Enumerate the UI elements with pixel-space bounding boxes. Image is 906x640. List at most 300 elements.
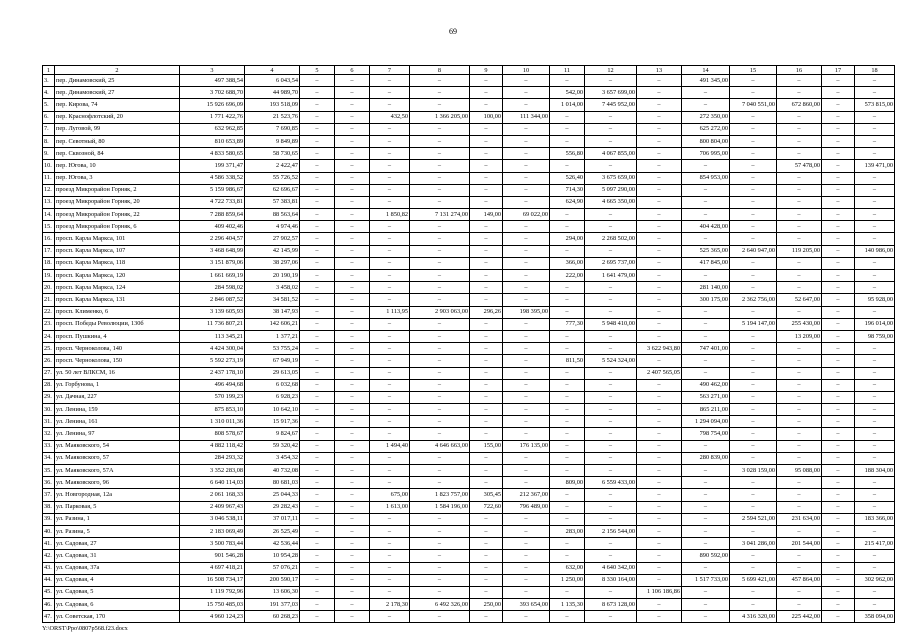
address-cell: пер. Югова, 10 (55, 160, 180, 172)
value-cell: 811,50 (550, 355, 585, 367)
value-cell: 1 113,95 (370, 306, 410, 318)
value-cell: – (410, 538, 470, 550)
value-cell: – (503, 184, 550, 196)
table-row (43, 440, 895, 452)
value-cell: – (335, 123, 370, 135)
column-number: 11 (550, 66, 585, 75)
value-cell: – (550, 611, 585, 623)
value-cell: – (550, 465, 585, 477)
value-cell: – (335, 428, 370, 440)
value-cell: – (682, 489, 730, 501)
value-cell: – (550, 135, 585, 147)
row-number-cell: 9. (43, 148, 55, 160)
value-cell: – (470, 294, 503, 306)
value-cell: – (370, 611, 410, 623)
value-cell: – (637, 428, 682, 440)
value-cell: – (470, 221, 503, 233)
value-cell: – (470, 391, 503, 403)
value-cell: – (503, 160, 550, 172)
value-cell: – (682, 184, 730, 196)
value-cell: – (503, 282, 550, 294)
value-cell: – (470, 586, 503, 598)
row-number-cell: 33. (43, 440, 55, 452)
value-cell: – (822, 282, 855, 294)
value-cell: 280 839,00 (682, 452, 730, 464)
address-cell: проезд Микрорайон Горняк, 22 (55, 209, 180, 221)
value-cell: – (410, 123, 470, 135)
value-cell: 5 524 324,00 (585, 355, 637, 367)
value-cell: – (637, 270, 682, 282)
value-cell: 183 366,00 (855, 513, 895, 525)
value-cell: 281 140,00 (682, 282, 730, 294)
value-cell: – (300, 270, 335, 282)
value-cell: – (730, 428, 777, 440)
value-cell: – (410, 294, 470, 306)
address-cell: просп. Черноколова, 150 (55, 355, 180, 367)
value-cell: – (822, 525, 855, 537)
value-cell: – (730, 87, 777, 99)
value-cell: – (470, 611, 503, 623)
value-cell: – (822, 330, 855, 342)
value-cell: 7 690,85 (245, 123, 300, 135)
value-cell: – (777, 416, 822, 428)
value-cell: – (822, 233, 855, 245)
value-cell: – (730, 257, 777, 269)
value-cell: 7 288 859,64 (180, 209, 245, 221)
value-cell: – (777, 586, 822, 598)
value-cell: – (777, 221, 822, 233)
value-cell: – (410, 379, 470, 391)
value-cell: – (503, 123, 550, 135)
value-cell: – (682, 330, 730, 342)
value-cell: 53 755,24 (245, 343, 300, 355)
value-cell: – (855, 501, 895, 513)
value-cell: – (335, 611, 370, 623)
value-cell: – (730, 440, 777, 452)
value-cell: – (777, 184, 822, 196)
value-cell: 3 454,32 (245, 452, 300, 464)
value-cell: – (822, 465, 855, 477)
table-row (43, 257, 895, 269)
value-cell: – (682, 99, 730, 111)
value-cell: – (777, 111, 822, 123)
value-cell: – (470, 245, 503, 257)
value-cell: – (777, 452, 822, 464)
value-cell: – (682, 501, 730, 513)
value-cell: – (370, 379, 410, 391)
value-cell: – (822, 270, 855, 282)
value-cell: – (470, 135, 503, 147)
value-cell: – (300, 196, 335, 208)
value-cell: 1 106 186,86 (637, 586, 682, 598)
value-cell: – (470, 148, 503, 160)
value-cell: – (503, 270, 550, 282)
value-cell: – (300, 391, 335, 403)
value-cell: 57 478,00 (777, 160, 822, 172)
value-cell: – (335, 574, 370, 586)
address-cell: просп. Черноколова, 140 (55, 343, 180, 355)
value-cell: – (730, 148, 777, 160)
value-cell: – (503, 135, 550, 147)
value-cell: – (585, 465, 637, 477)
value-cell: 3 046 538,11 (180, 513, 245, 525)
value-cell: – (550, 330, 585, 342)
value-cell: 632,00 (550, 562, 585, 574)
value-cell: 302 962,00 (855, 574, 895, 586)
value-cell: – (503, 550, 550, 562)
value-cell: – (730, 184, 777, 196)
value-cell: – (550, 452, 585, 464)
value-cell: – (410, 465, 470, 477)
value-cell: – (637, 465, 682, 477)
address-cell: проезд Микрорайон Горняк, 20 (55, 196, 180, 208)
value-cell: – (300, 599, 335, 611)
value-cell: 4 833 580,65 (180, 148, 245, 160)
table-row (43, 221, 895, 233)
value-cell: – (682, 525, 730, 537)
value-cell: 9 849,89 (245, 135, 300, 147)
value-cell: – (730, 221, 777, 233)
row-number-cell: 26. (43, 355, 55, 367)
value-cell: – (503, 367, 550, 379)
value-cell: – (822, 599, 855, 611)
value-cell: – (470, 75, 503, 87)
value-cell: – (585, 294, 637, 306)
row-number-cell: 19. (43, 270, 55, 282)
table-header (43, 66, 895, 75)
value-cell: – (335, 245, 370, 257)
value-cell: 796 489,00 (503, 501, 550, 513)
address-cell: ул. Разина, 5 (55, 525, 180, 537)
table-row (43, 343, 895, 355)
value-cell: 4 722 733,81 (180, 196, 245, 208)
row-number-cell: 15. (43, 221, 55, 233)
value-cell: – (637, 294, 682, 306)
address-cell: ул. Горбунова, 1 (55, 379, 180, 391)
value-cell: – (637, 135, 682, 147)
value-cell: – (822, 416, 855, 428)
value-cell: – (503, 513, 550, 525)
value-cell: – (335, 599, 370, 611)
value-cell: – (730, 123, 777, 135)
value-cell: – (300, 477, 335, 489)
address-cell: пер. Динамовский, 25 (55, 75, 180, 87)
value-cell: 80 681,03 (245, 477, 300, 489)
value-cell: – (470, 452, 503, 464)
value-cell: – (822, 123, 855, 135)
value-cell: – (300, 257, 335, 269)
value-cell: – (550, 404, 585, 416)
value-cell: 44 989,70 (245, 87, 300, 99)
address-cell: ул. Садовая, 4 (55, 574, 180, 586)
value-cell: – (300, 343, 335, 355)
table-row (43, 135, 895, 147)
value-cell: 7 040 551,00 (730, 99, 777, 111)
value-cell: 25 044,33 (245, 489, 300, 501)
value-cell: – (855, 306, 895, 318)
value-cell: – (410, 477, 470, 489)
value-cell: – (777, 196, 822, 208)
row-number-cell: 39. (43, 513, 55, 525)
row-number-cell: 34. (43, 452, 55, 464)
value-cell: – (777, 477, 822, 489)
value-cell: – (730, 343, 777, 355)
address-cell: просп. Карла Маркса, 118 (55, 257, 180, 269)
value-cell: – (855, 87, 895, 99)
value-cell: – (550, 367, 585, 379)
value-cell: – (300, 318, 335, 330)
value-cell: 1 613,00 (370, 501, 410, 513)
value-cell: – (370, 123, 410, 135)
value-cell: 2 903 063,00 (410, 306, 470, 318)
value-cell: – (370, 160, 410, 172)
value-cell: – (370, 135, 410, 147)
row-number-cell: 28. (43, 379, 55, 391)
row-number-cell: 5. (43, 99, 55, 111)
value-cell: 2 407 565,05 (637, 367, 682, 379)
value-cell: – (822, 245, 855, 257)
table-row (43, 148, 895, 160)
value-cell: – (637, 172, 682, 184)
value-cell: – (410, 611, 470, 623)
value-cell: 5 194 147,00 (730, 318, 777, 330)
table-row (43, 416, 895, 428)
value-cell: – (637, 574, 682, 586)
value-cell: – (335, 306, 370, 318)
value-cell: – (730, 172, 777, 184)
value-cell: – (300, 282, 335, 294)
value-cell: – (855, 75, 895, 87)
row-number-cell: 36. (43, 477, 55, 489)
value-cell: 3 622 943,80 (637, 343, 682, 355)
value-cell: – (370, 99, 410, 111)
value-cell: – (300, 574, 335, 586)
value-cell: 188 304,00 (855, 465, 895, 477)
value-cell: 21 523,76 (245, 111, 300, 123)
value-cell: – (300, 379, 335, 391)
value-cell: – (855, 355, 895, 367)
value-cell: 283,00 (550, 525, 585, 537)
value-cell: – (410, 245, 470, 257)
row-number-cell: 7. (43, 123, 55, 135)
value-cell: – (335, 184, 370, 196)
value-cell: 417 845,00 (682, 257, 730, 269)
address-cell: ул. Ленина, 161 (55, 416, 180, 428)
value-cell: – (585, 501, 637, 513)
value-cell: – (777, 75, 822, 87)
value-cell: – (822, 135, 855, 147)
value-cell: 1 119 792,96 (180, 586, 245, 598)
column-number: 3 (180, 66, 245, 75)
value-cell: 6 640 114,03 (180, 477, 245, 489)
value-cell: – (335, 172, 370, 184)
address-cell: просп. Клименко, 6 (55, 306, 180, 318)
address-cell: пер. Кирова, 74 (55, 99, 180, 111)
row-number-cell: 6. (43, 111, 55, 123)
value-cell: 556,80 (550, 148, 585, 160)
value-cell: – (637, 111, 682, 123)
value-cell: – (550, 391, 585, 403)
value-cell: – (370, 465, 410, 477)
value-cell: – (855, 550, 895, 562)
value-cell: – (300, 330, 335, 342)
value-cell: – (777, 501, 822, 513)
value-cell: – (855, 257, 895, 269)
value-cell: – (470, 513, 503, 525)
value-cell: – (822, 367, 855, 379)
value-cell: – (410, 184, 470, 196)
value-cell: – (585, 586, 637, 598)
value-cell: – (777, 209, 822, 221)
value-cell: 1 771 422,76 (180, 111, 245, 123)
value-cell: – (470, 160, 503, 172)
address-cell: просп. Пушкина, 4 (55, 330, 180, 342)
value-cell: – (730, 111, 777, 123)
value-cell: – (503, 148, 550, 160)
value-cell: – (550, 160, 585, 172)
value-cell: – (335, 343, 370, 355)
row-number-cell: 41. (43, 538, 55, 550)
value-cell: – (682, 477, 730, 489)
value-cell: – (855, 270, 895, 282)
value-cell: – (682, 270, 730, 282)
value-cell: – (335, 465, 370, 477)
address-cell: пер. Динамовский, 27 (55, 87, 180, 99)
column-number: 17 (822, 66, 855, 75)
value-cell: 2 846 087,52 (180, 294, 245, 306)
value-cell: – (300, 501, 335, 513)
value-cell: 250,00 (470, 599, 503, 611)
value-cell: 4 882 118,42 (180, 440, 245, 452)
value-cell: 272 350,00 (682, 111, 730, 123)
value-cell: – (300, 245, 335, 257)
value-cell: 212 367,00 (503, 489, 550, 501)
value-cell: – (777, 282, 822, 294)
value-cell: – (585, 611, 637, 623)
value-cell: 4 646 663,00 (410, 440, 470, 452)
value-cell: 111 344,00 (503, 111, 550, 123)
value-cell: – (822, 440, 855, 452)
value-cell: – (503, 416, 550, 428)
value-cell: – (637, 355, 682, 367)
value-cell: 199 371,47 (180, 160, 245, 172)
value-cell: – (503, 355, 550, 367)
value-cell: – (470, 355, 503, 367)
row-number-cell: 35. (43, 465, 55, 477)
value-cell: – (503, 379, 550, 391)
value-cell: – (822, 257, 855, 269)
value-cell: 2 695 737,00 (585, 257, 637, 269)
value-cell: 2 640 947,00 (730, 245, 777, 257)
value-cell: 1 294 094,00 (682, 416, 730, 428)
row-number-cell: 16. (43, 233, 55, 245)
row-number-cell: 18. (43, 257, 55, 269)
value-cell: 800 804,00 (682, 135, 730, 147)
value-cell: – (503, 465, 550, 477)
address-cell: ул. Садовая, 5 (55, 586, 180, 598)
value-cell: – (410, 318, 470, 330)
value-cell: – (637, 75, 682, 87)
value-cell: – (370, 513, 410, 525)
value-cell: – (370, 75, 410, 87)
value-cell: – (470, 525, 503, 537)
value-cell: – (855, 184, 895, 196)
value-cell: 38 147,93 (245, 306, 300, 318)
value-cell: 198 395,00 (503, 306, 550, 318)
value-cell: – (335, 416, 370, 428)
value-cell: 15 917,36 (245, 416, 300, 428)
value-cell: – (855, 343, 895, 355)
value-cell: 7 445 952,00 (585, 99, 637, 111)
value-cell: – (300, 160, 335, 172)
value-cell: – (637, 599, 682, 611)
value-cell: – (855, 525, 895, 537)
value-cell: 1 517 733,00 (682, 574, 730, 586)
value-cell: – (777, 172, 822, 184)
value-cell: 808 578,67 (180, 428, 245, 440)
value-cell: – (503, 330, 550, 342)
address-cell: проезд Микрорайон Горняк, 2 (55, 184, 180, 196)
value-cell: – (335, 489, 370, 501)
value-cell: – (370, 184, 410, 196)
table-row (43, 550, 895, 562)
table-row (43, 367, 895, 379)
value-cell: – (855, 282, 895, 294)
value-cell: 1 661 669,19 (180, 270, 245, 282)
row-number-cell: 17. (43, 245, 55, 257)
address-cell: просп. Карла Маркса, 131 (55, 294, 180, 306)
value-cell: – (370, 233, 410, 245)
value-cell: – (550, 538, 585, 550)
value-cell: – (777, 562, 822, 574)
value-cell: – (503, 87, 550, 99)
value-cell: 542,00 (550, 87, 585, 99)
value-cell: – (682, 209, 730, 221)
value-cell: – (777, 270, 822, 282)
value-cell: 624,90 (550, 196, 585, 208)
value-cell: 4 424 300,04 (180, 343, 245, 355)
address-cell: ул. Дачная, 227 (55, 391, 180, 403)
value-cell: – (300, 172, 335, 184)
value-cell: – (503, 404, 550, 416)
value-cell: – (470, 343, 503, 355)
value-cell: – (370, 416, 410, 428)
value-cell: – (335, 221, 370, 233)
value-cell: – (855, 489, 895, 501)
row-number-cell: 21. (43, 294, 55, 306)
table-row (43, 294, 895, 306)
value-cell: – (637, 501, 682, 513)
value-cell: – (682, 513, 730, 525)
value-cell: – (503, 611, 550, 623)
value-cell: – (637, 148, 682, 160)
value-cell: 16 508 734,17 (180, 574, 245, 586)
value-cell: – (637, 489, 682, 501)
value-cell: – (335, 562, 370, 574)
table-row (43, 428, 895, 440)
value-cell: – (682, 465, 730, 477)
value-cell: – (410, 562, 470, 574)
address-cell: просп. Карла Маркса, 124 (55, 282, 180, 294)
value-cell: – (300, 562, 335, 574)
value-cell: – (777, 355, 822, 367)
value-cell: 40 732,08 (245, 465, 300, 477)
value-cell: – (370, 452, 410, 464)
value-cell: – (777, 148, 822, 160)
value-cell: – (855, 123, 895, 135)
value-cell: – (730, 586, 777, 598)
value-cell: 1 014,00 (550, 99, 585, 111)
